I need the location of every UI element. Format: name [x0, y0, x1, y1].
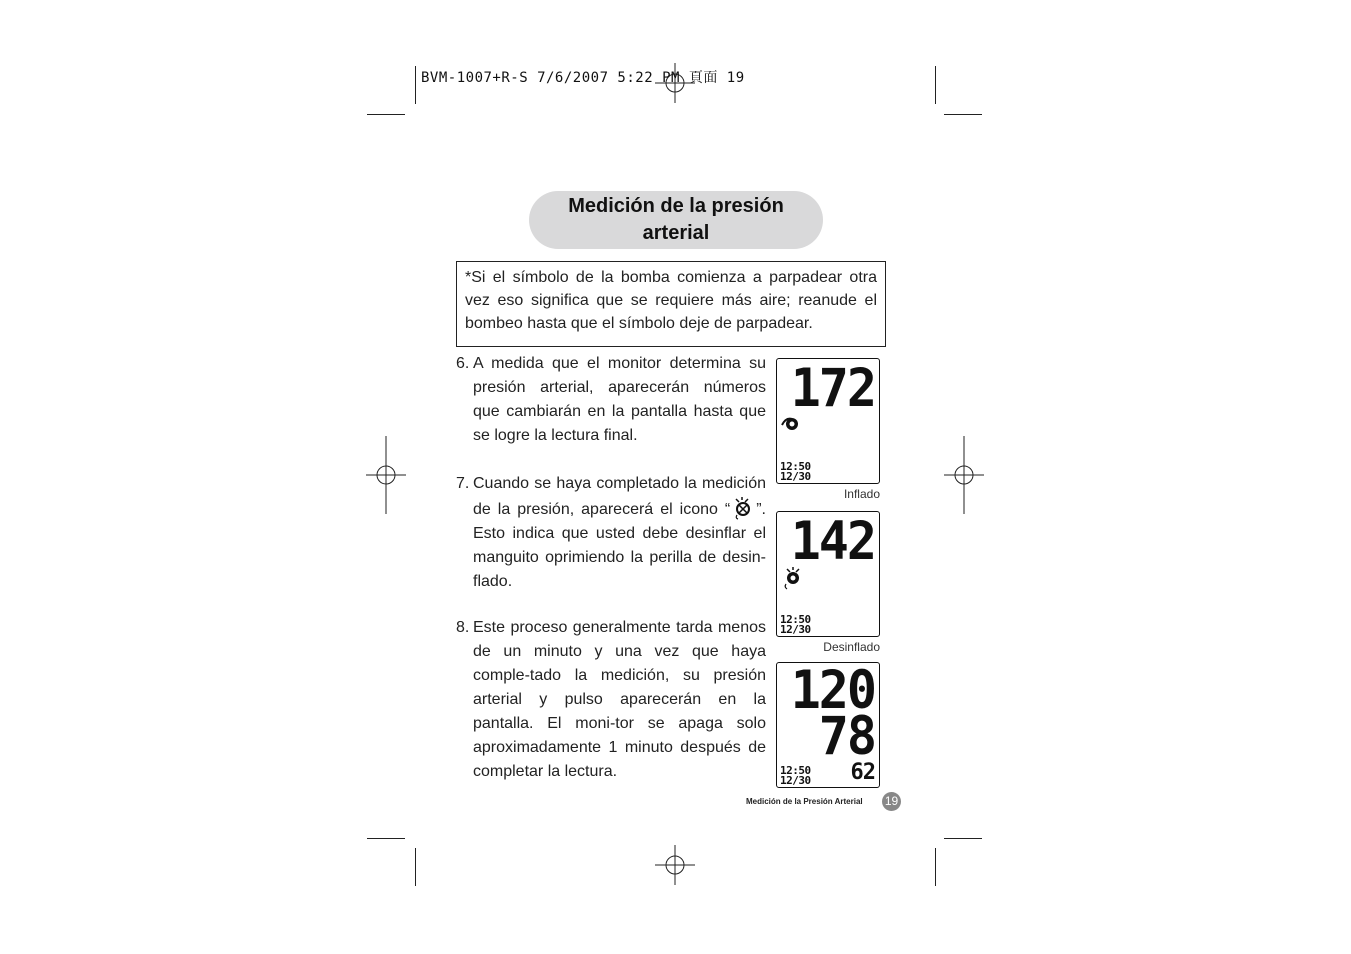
crop-mark [367, 838, 405, 839]
step-number: 7. [456, 475, 470, 492]
step-6 [456, 352, 766, 448]
lcd-time: 12:50 [780, 460, 811, 473]
page-number: 19 [882, 792, 901, 811]
step-text: A medida que el monitor determina su presión arterial, aparecerán números que cambiarán en la pantalla hasta que se logre la lectura final. [473, 355, 766, 444]
lcd-display-deflating [776, 511, 880, 637]
crop-mark [367, 114, 405, 115]
crop-mark [415, 66, 416, 104]
crop-mark [935, 66, 936, 104]
lcd-diastolic: 78 [818, 705, 875, 767]
print-slug: BVM-1007+R-S 7/6/2007 5:22 PM 頁面 19 [421, 70, 745, 86]
pump-deflate-icon [730, 496, 756, 520]
registration-mark-icon [366, 436, 406, 514]
crop-mark [415, 848, 416, 886]
lcd-time: 12:50 [780, 613, 811, 626]
crop-mark [944, 838, 982, 839]
lcd-date: 12/30 [780, 623, 811, 636]
section-title-banner [529, 191, 823, 249]
lcd-reading: 172 [790, 357, 875, 419]
step-number: 6. [456, 355, 470, 372]
registration-mark-icon [944, 436, 984, 514]
lcd-date: 12/30 [780, 774, 811, 787]
lcd-systolic: 120 [790, 659, 875, 721]
step-text-after: ”. Esto indica que usted debe desinflar el manguito oprimiendo la perilla de desin-flado. [473, 501, 766, 590]
step-text-before: Cuando se haya completado la medición de la presión, aparecerá el icono “ [473, 475, 766, 518]
lcd-display-result [776, 659, 880, 788]
crop-mark [944, 114, 982, 115]
pump-deflate-icon [780, 566, 804, 590]
step-number: 8. [456, 619, 470, 636]
step-8 [456, 616, 766, 784]
lcd-caption: Desinflado [823, 640, 880, 654]
step-7 [456, 472, 766, 594]
lcd-date: 12/30 [780, 470, 811, 483]
footer-section-title: Medición de la Presión Arterial [746, 797, 863, 806]
lcd-time: 12:50 [780, 764, 811, 777]
lcd-display-inflating [776, 358, 880, 484]
step-text: Este proceso generalmente tarda menos de un minuto y una vez que haya comple-tado la medición, su presión arterial y pulso aparecerán en la pantalla. El moni-tor se apaga solo aproximadamente 1 minuto después de completar la lectura. [473, 619, 766, 780]
crop-mark [935, 848, 936, 886]
page-title: Medición de la presión arterial [568, 195, 784, 244]
pump-inflate-icon [780, 413, 802, 433]
lcd-caption: Inflado [843, 487, 880, 501]
lcd-pulse: 62 [850, 760, 875, 785]
note-box: *Si el símbolo de la bomba comienza a parpadear otra vez eso significa que se requiere más aire; reanude el bombeo hasta que el símbolo deje de parpadear. [456, 261, 886, 347]
registration-mark-icon [655, 845, 695, 885]
step-text [473, 472, 766, 594]
lcd-reading: 142 [790, 510, 875, 572]
